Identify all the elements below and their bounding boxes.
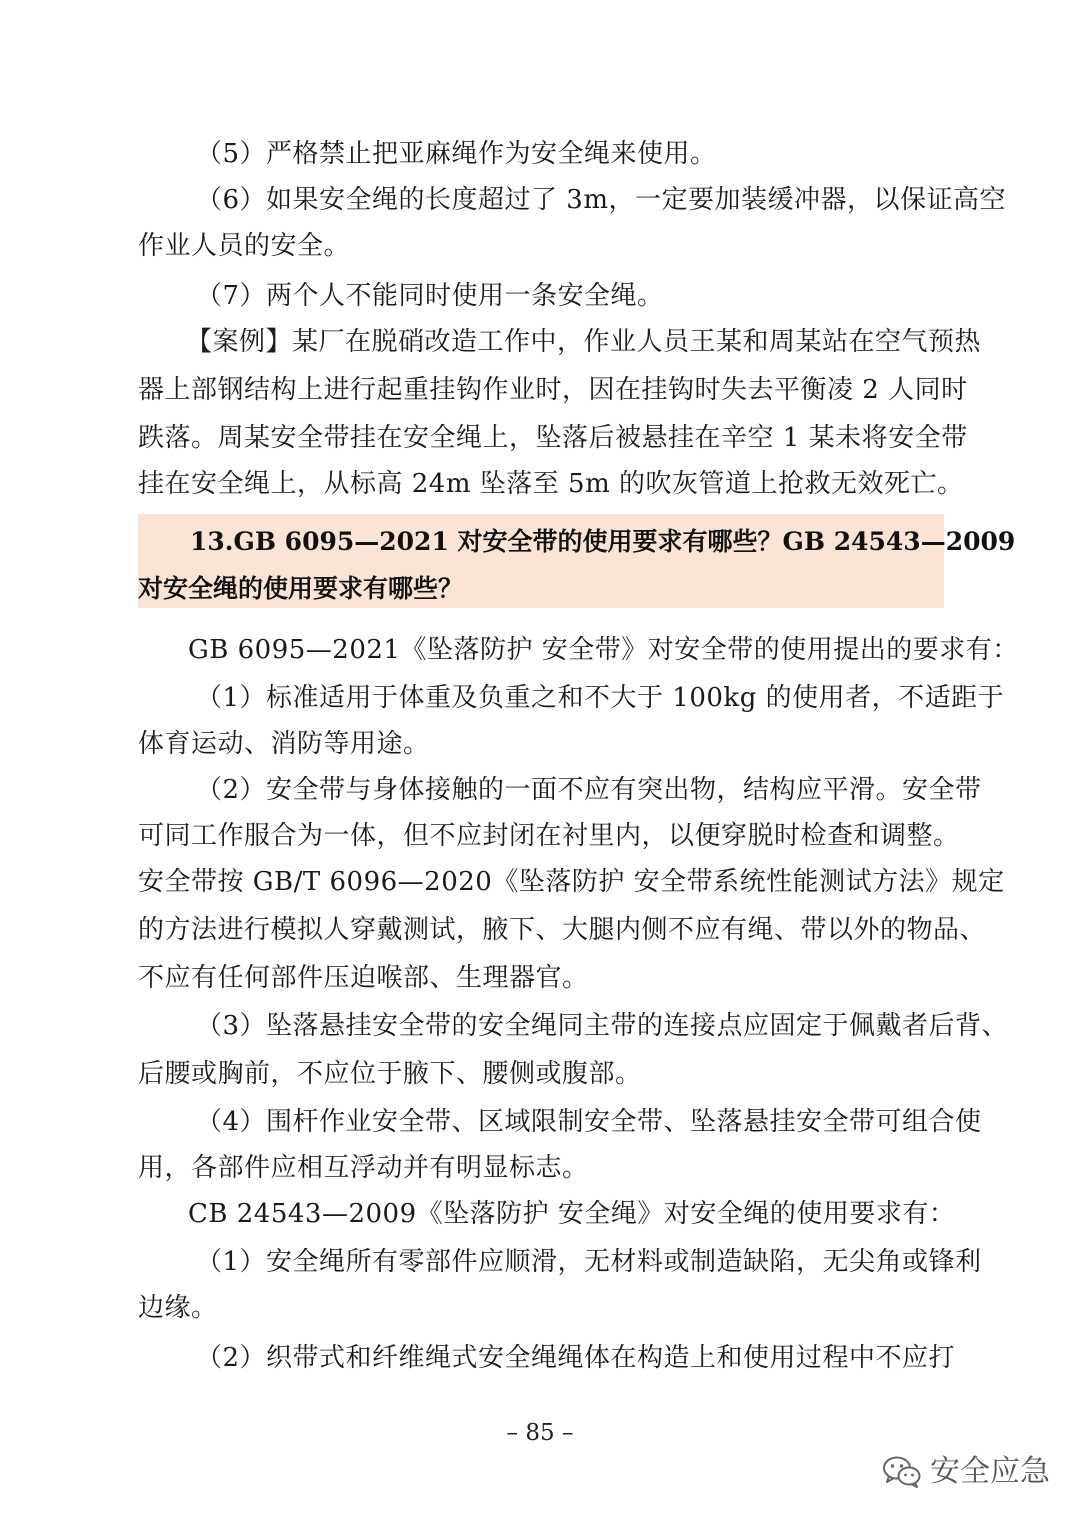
paragraph-line: （7）两个人不能同时使用一条安全绳。 (196, 281, 664, 311)
paragraph-line: （5）严格禁止把亚麻绳作为安全绳来使用。 (196, 139, 717, 169)
paragraph-line: （3）坠落悬挂安全带的安全绳同主带的连接点应固定于佩戴者后背、 (196, 1011, 1009, 1041)
standard-intro-line: GB 6095—2021《坠落防护 安全带》对安全带的使用提出的要求有： (188, 635, 1019, 665)
paragraph-line: 体育运动、消防等用途。 (138, 729, 430, 759)
paragraph-line: 安全带按 GB/T 6096—2020《坠落防护 安全带系统性能测试方法》规定 (138, 867, 1005, 897)
paragraph-line: 后腰或胸前，不应位于腋下、腰侧或腹部。 (138, 1059, 642, 1089)
paragraph-line: 不应有任何部件压迫喉部、生理器官。 (138, 963, 589, 993)
case-paragraph-line: 【案例】某厂在脱硝改造工作中，作业人员王某和周某站在空气预热 (186, 327, 982, 357)
paragraph-line: 的方法进行模拟人穿戴测试，腋下、大腿内侧不应有绳、带以外的物品、 (138, 915, 987, 945)
paragraph-line: （1）安全绳所有零部件应顺滑，无材料或制造缺陷，无尖角或锋利 (196, 1247, 982, 1277)
paragraph-line: （6）如果安全绳的长度超过了 3m，一定要加装缓冲器，以保证高空 (196, 185, 1007, 215)
question-heading-line-2: 对安全绳的使用要求有哪些？ (138, 574, 464, 603)
paragraph-line: （1）标准适用于体重及负重之和不大于 100kg 的使用者，不适距于 (196, 683, 1005, 713)
account-watermark (882, 1452, 1050, 1492)
case-paragraph-line: 挂在安全绳上，从标高 24m 坠落至 5m 的吹灰管道上抢救无效死亡。 (138, 469, 964, 499)
paragraph-line: （4）围杆作业安全带、区域限制安全带、坠落悬挂安全带可组合使 (196, 1107, 982, 1137)
question-heading-line-1: 13.GB 6095—2021 对安全带的使用要求有哪些？GB 24543—2009 (190, 527, 1016, 556)
paragraph-line: 边缘。 (138, 1293, 218, 1323)
case-paragraph-line: 跌落。周某安全带挂在安全绳上，坠落后被悬挂在辛空 1 某未将安全带 (138, 423, 968, 453)
paragraph-line: （2）织带式和纤维绳式安全绳绳体在构造上和使用过程中不应打 (196, 1343, 956, 1373)
case-paragraph-line: 器上部钢结构上进行起重挂钩作业时，因在挂钩时失去平衡凌 2 人同时 (138, 375, 968, 405)
paragraph-line: 用，各部件应相互浮动并有明显标志。 (138, 1153, 589, 1183)
watermark-label: 安全应急 (930, 1454, 1050, 1489)
paragraph-line: 作业人员的安全。 (138, 231, 351, 261)
wechat-icon (882, 1455, 922, 1489)
standard-intro-line: CB 24543—2009《坠落防护 安全绳》对安全绳的使用要求有： (188, 1199, 956, 1229)
page-number: – 85 – (506, 1420, 574, 1446)
paragraph-line: （2）安全带与身体接触的一面不应有突出物，结构应平滑。安全带 (196, 775, 982, 805)
paragraph-line: 可同工作服合为一体，但不应封闭在衬里内，以便穿脱时检查和调整。 (138, 821, 960, 851)
